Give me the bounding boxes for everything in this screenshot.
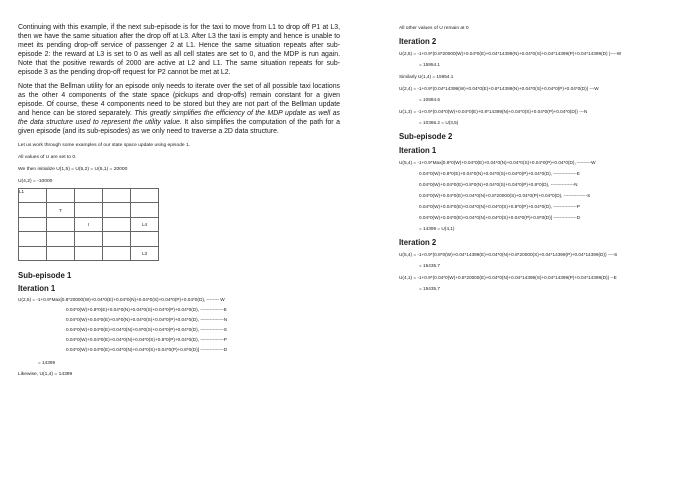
grid-cell	[19, 246, 47, 261]
grid-cell	[131, 188, 159, 203]
all-zero-note: All values of U are set to 0.	[18, 154, 77, 160]
paragraph-continuing: Continuing with this example, if the next sub-episode is for the taxi to move from L1 to drop off P1 at L3, then we have the same situation after the drop off at L3. After L3 the taxi is empty and hence is unable to meet its pending drop-off service of passenger 2 at L1. Hence the same situation repeats after sub-episode 2: the reward at L3 is set to 0 as well as all cell states are set to 0, and the MDP is run again. Note that the positive rewards of 2000 are active at L2 and L1. The same situation repeats for sub-episode 3 as the pending drop-off request for P2 cannot be met at L2.	[18, 24, 340, 76]
grid-cell	[131, 232, 159, 247]
equation-line: U(2,5) = -1+0.9*Max[0.8*20000(W)+0.04*0(E)+0.04*0(N)+0.04*0(S)+0.04*0(P)+0.04*0(D), -------- W	[18, 297, 225, 303]
equation-line: 0.04*0(W)+0.8*0(E)+0.04*0(N)+0.04*0(S)+0.04*0(P)+0.04*0(D), ---------------E	[419, 171, 580, 176]
grid-cell	[19, 203, 47, 218]
grid-cell	[131, 203, 159, 218]
equation-line: 0.04*0(W)+0.04*0(E)+0.04*0(N)+0.04*0(S)+0.8*0(P)+0.04*0(D), ---------------P	[419, 204, 580, 209]
grid-cell: L4	[131, 217, 159, 232]
init-note: We then initialize U(1,5) = U(5,2) = U(5,1) = 20000	[18, 166, 128, 172]
grid-cell	[103, 203, 131, 218]
right-column	[399, 26, 689, 292]
iteration-1-heading: Iteration 1	[18, 284, 56, 294]
iteration-2-heading: Iteration 2	[399, 238, 437, 247]
equation-result: = 15435.7	[419, 263, 440, 268]
bellman-text-c: It also simplifies the computation of the path for a given episode (and its sub-episodes) as we only need to traverse a 2D data structure.	[18, 119, 340, 135]
equation-line: U(2,5) = -1+0.9*(0.8*20000(W)+0.04*0(E)+0.04*14399(N)+0.04*0(S)+0.04*14399(P)+0.04*14399(D) )----W	[399, 51, 622, 56]
grid-cell	[47, 246, 75, 261]
bellman-text-italic: This greatly simplifies the efficiency of the MDP update as well as the data structure used to represent the utility value.	[18, 110, 340, 127]
equation-result: = 10884.6	[419, 97, 440, 102]
grid-cell	[19, 232, 47, 247]
u42-note: U(4,2) = -10000	[18, 178, 53, 184]
equation-line: 0.04*0(W)+0.04*0(E)+0.8*0(N)+0.04*0(S)+0.04*0(P)+0.04*0(D), ---------------N	[66, 317, 228, 323]
bellman-text-a: Note that the Bellman utility for an episode only needs to iterate over the set of all possible taxi locations as the other 4 components of the state space (pickups and drop-offs) remain constant for a given episode. Of course, these 4 components need to be stored but they are not part of the Bellman update and hence can be stored separately.	[18, 83, 340, 118]
grid-cell	[75, 232, 103, 247]
grid-cell	[75, 188, 103, 203]
grid-cell	[75, 203, 103, 218]
grid-cell	[47, 188, 75, 203]
walkthrough-intro: Let us work through some examples of our state space update using episode 1.	[18, 142, 191, 148]
equation-result: = 15435.7	[419, 286, 440, 291]
equation-line: 0.04*0(W)+0.04*0(E)+0.8*0(N)+0.04*0(S)+0.04*0(P)+0.8*0(D), ---------------N	[419, 182, 578, 187]
iteration-2-heading: Iteration 2	[399, 37, 437, 46]
grid-cell	[103, 246, 131, 261]
equation-line: 0.04*0(W)+0.04*0(E)+0.04*0(N)+0.8*20000(S)+0.04*0(P)+0.04*0(D), ---------------S	[419, 193, 591, 198]
grid-cell	[103, 188, 131, 203]
equation-line: 0.04*0(W)+0.8*0(E)+0.04*0(N)+0.04*0(S)+0.04*0(P)+0.04*0(D), ---------------E	[66, 307, 227, 313]
left-column	[18, 24, 340, 378]
grid-cell: L1	[19, 188, 47, 203]
sub-episode-2-heading: Sub-episode 2	[399, 132, 453, 141]
remain-note: All other values of U remain at 0	[399, 26, 469, 31]
equation-result: = 14399	[38, 360, 56, 366]
equation-line: U(1,3) = -1+0.9*(0.04*0(W)+0.04*0(E)+0.8*14399(N)+0.04*0(S)+0.04*0(P)+0.04*0(D)) ---N	[399, 109, 588, 114]
grid-cell	[47, 232, 75, 247]
equation-line: U(5,4) = -1+0.9*Max[0.8*0(W)+0.04*0(E)+0.04*0(N)+0.04*0(S)+0.04*0(P)+0.04*0(D), ---------W	[399, 160, 596, 165]
sub-episode-1-heading: Sub-episode 1	[18, 271, 72, 281]
grid-cell: L3	[131, 246, 159, 261]
equation-line: U(2,4) = -1+0.9*(0.04*14399(W)+0.04*0(E)+0.8*14399(N)+0.04*0(S)+0.04*0(P)+0.04*0(D)) ---W	[399, 86, 599, 91]
equation-result: = 15954.1	[419, 62, 440, 67]
equation-result: = 10366.2 = U(3,5)	[419, 120, 459, 125]
equation-line: U(5,4) = -1+0.9*(0.8*0(W)+0.04*14399(E)+0.04*0(N)+0.8*20000(S)+0.04*14399(P)+0.04*14399(D)) ----S	[399, 252, 618, 257]
grid-cell: T	[47, 203, 75, 218]
likewise-note: Likewise, U(1,4) = 14399	[18, 372, 73, 378]
grid-cell	[103, 232, 131, 247]
paragraph-bellman	[18, 83, 340, 136]
iteration-1-heading: Iteration 1	[399, 146, 437, 155]
grid-cell	[19, 217, 47, 232]
grid-cell: I	[75, 217, 103, 232]
similarly-note: Similarly U(1,4) = 15954.1	[399, 74, 454, 79]
equation-line: 0.04*0(W)+0.04*0(E)+0.04*0(N)+0.04*0(S)+0.04*0(P)+0.8*0(D)] ---------------D	[419, 215, 581, 220]
grid-cell	[47, 217, 75, 232]
equation-line: 0.04*0(W)+0.04*0(E)+0.04*0(N)+0.8*0(S)+0.04*0(P)+0.04*0(D), ---------------S	[66, 327, 227, 333]
equation-line: U(4,1) = -1+0.9*(0.04*0(W)+0.8*20000(E)+0.04*0(N)+0.04*14399(S)+0.04*14399(P)+0.04*14399(D)) --E	[399, 275, 617, 280]
equation-result: = 14399 = U(4,1)	[419, 226, 455, 231]
taxi-grid	[18, 188, 159, 262]
equation-line: 0.04*0(W)+0.04*0(E)+0.04*0(N)+0.04*0(S)+0.04*0(P)+0.8*0(D)] ---------------D	[66, 347, 228, 353]
grid-cell	[103, 217, 131, 232]
equation-line: 0.04*0(W)+0.04*0(E)+0.04*0(N)+0.04*0(S)+0.8*0(P)+0.04*0(D), ---------------P	[66, 337, 227, 343]
grid-cell	[75, 246, 103, 261]
